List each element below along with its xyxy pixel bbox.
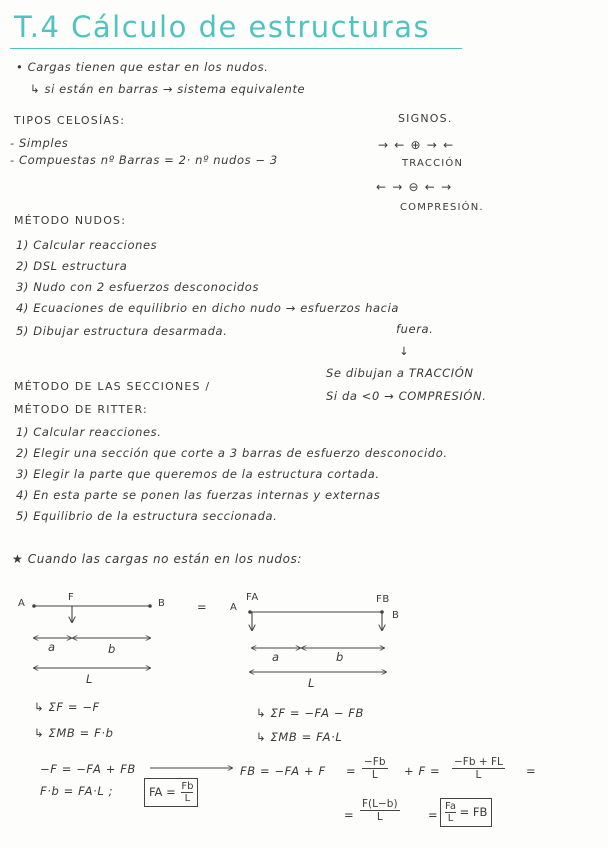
right-dim-l: L	[308, 676, 316, 690]
box1-lhs: FA =	[149, 785, 176, 799]
frac-1-num: −Fb	[364, 756, 386, 768]
nudos-note-arrow: ↓	[399, 344, 410, 358]
eq-right-1: ↳ ΣF = −FA − FB	[256, 706, 365, 720]
plus-f: + F =	[404, 764, 441, 778]
bottom-eq-2: F·b = FA·L ;	[40, 784, 114, 798]
box1-num: Fb	[181, 781, 194, 792]
frac-1	[362, 756, 388, 781]
fb-eq-sign: =	[346, 764, 357, 778]
box2-num: Fa	[445, 801, 456, 812]
compresion-arrows: ← → ⊖ ← →	[376, 180, 453, 194]
compresion-label: COMPRESIÓN.	[400, 202, 484, 213]
frac-2-num: −Fb + FL	[454, 756, 503, 768]
secciones-step-3: 3) Elegir la parte que queremos de la estructura cortada.	[16, 467, 380, 481]
secciones-step-1: 1) Calcular reacciones.	[16, 425, 162, 439]
secciones-step-4: 4) En esta parte se ponen las fuerzas internas y externas	[16, 488, 381, 502]
left-dim-l: L	[86, 672, 94, 686]
nudos-note-2: Si da <0 → COMPRESIÓN.	[326, 389, 487, 403]
right-label-fa: FA	[246, 592, 259, 603]
nudos-step-4-cont: fuera.	[396, 322, 434, 336]
left-label-f: F	[68, 592, 75, 603]
frac-2	[452, 756, 505, 781]
box1-den: L	[184, 793, 191, 804]
lead-eq: =	[344, 808, 355, 822]
right-dim-a: a	[272, 650, 280, 664]
nudos-step-1: 1) Calcular reacciones	[16, 238, 158, 252]
left-beam	[32, 604, 152, 668]
box2-den: L	[447, 813, 454, 824]
left-dim-a: a	[48, 640, 56, 654]
frac-1-den: L	[371, 769, 378, 781]
frac-3-num: F(L−b)	[362, 798, 398, 810]
left-label-b: B	[158, 598, 166, 609]
left-label-a: A	[18, 598, 26, 609]
eq-right-2: ↳ ΣMB = FA·L	[256, 730, 343, 744]
eq-2: =	[428, 808, 439, 822]
page-title: T.4 Cálculo de estructuras	[14, 10, 431, 44]
secciones-heading-2: MÉTODO DE RITTER:	[14, 403, 148, 416]
right-label-b: B	[392, 610, 400, 621]
result-box-fb	[440, 798, 492, 827]
right-label-fb: FB	[376, 594, 390, 605]
eq-left-1: ↳ ΣF = −F	[34, 700, 100, 714]
secciones-step-2: 2) Elegir una sección que corte a 3 barras de esfuerzo desconocido.	[16, 446, 448, 460]
intro-line-2: ↳ si están en barras → sistema equivalente	[30, 82, 306, 96]
frac-3-den: L	[376, 811, 383, 823]
eq-left-2: ↳ ΣMB = F·b	[34, 726, 114, 740]
cargas-heading: ★ Cuando las cargas no están en los nudos:	[12, 552, 303, 566]
right-dim-b: b	[336, 650, 344, 664]
box2-rhs: = FB	[459, 805, 488, 819]
left-dim-b: b	[108, 642, 116, 656]
bottom-eq-1: −F = −FA + FB	[40, 762, 136, 776]
tipos-heading: TIPOS CELOSÍAS:	[14, 114, 126, 127]
result-box-fa	[144, 778, 198, 807]
nudos-step-2: 2) DSL estructura	[16, 259, 128, 273]
trailing-eq: =	[526, 764, 537, 778]
traccion-label: TRACCIÓN	[402, 158, 464, 169]
signos-heading: SIGNOS.	[398, 112, 453, 125]
frac-3	[360, 798, 400, 823]
nudos-heading: MÉTODO NUDOS:	[14, 214, 127, 227]
tipos-simples: - Simples	[10, 136, 69, 150]
secciones-heading-1: MÉTODO DE LAS SECCIONES /	[14, 380, 211, 393]
traccion-arrows: → ← ⊕ → ←	[378, 138, 455, 152]
tipos-compuestas: - Compuestas nº Barras = 2· nº nudos − 3	[10, 153, 278, 167]
nudos-note-1: Se dibujan a TRACCIÓN	[326, 366, 474, 380]
fb-expression: FB = −FA + F	[240, 764, 326, 778]
intro-line-1: • Cargas tienen que estar en los nudos.	[16, 60, 269, 74]
secciones-step-5: 5) Equilibrio de la estructura seccionada.	[16, 509, 278, 523]
beam-equals: =	[197, 600, 208, 614]
nudos-step-5: 5) Dibujar estructura desarmada.	[16, 324, 228, 338]
right-label-a: A	[230, 602, 238, 613]
frac-2-den: L	[475, 769, 482, 781]
right-beam	[248, 610, 386, 672]
nudos-step-3: 3) Nudo con 2 esfuerzos desconocidos	[16, 280, 260, 294]
nudos-step-4: 4) Ecuaciones de equilibrio en dicho nudo → esfuerzos hacia	[16, 301, 400, 315]
